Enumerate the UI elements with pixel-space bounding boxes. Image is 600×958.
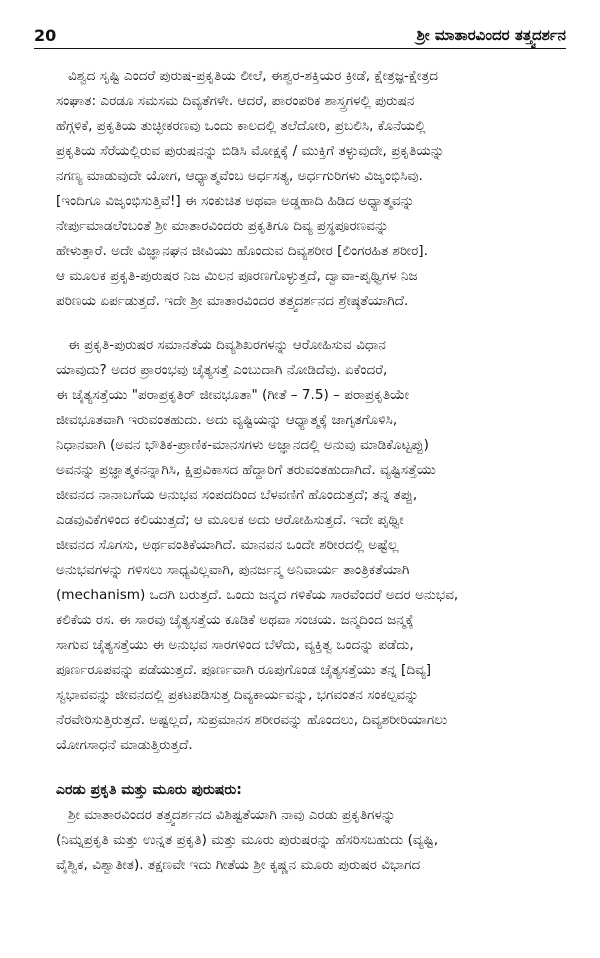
text-line: ನಗಣ್ಯ ಮಾಡುವುದೇ ಯೋಗ, ಆಧ್ಯಾತ್ಮವೆಂಬ ಅರ್ಧಸತ್ಯ, ಅರ್ಧಗುರಿಗಳು ವಿಜೃಂಭಿಸಿವು. <box>56 168 423 184</box>
text-line: ಪೂರ್ಣರೂಪವನ್ನು ಪಡೆಯುತ್ತದೆ. ಪೂರ್ಣವಾಗಿ ರೂಪುಗೊಂಡ ಚೈತ್ಯಸತ್ತೆಯು ತನ್ನ [ದಿವ್ಯ] <box>56 662 432 678</box>
text-line: ಶ್ರೀ ಮಾತಾರವಿಂದರ ತತ್ತ್ವದರ್ಶನದ ವಿಶಿಷ್ಟತೆಯಾಗಿ ನಾವು ಎರಡು ಪ್ರಕೃತಿಗಳನ್ನು <box>68 807 396 823</box>
page-body <box>56 64 559 878</box>
paragraph-2 <box>56 333 559 758</box>
header-rule <box>34 48 566 49</box>
page-number: 20 <box>34 26 57 45</box>
paragraph-1 <box>56 64 559 314</box>
text-line: ನೇರ್ಪುಮಾಡಲೆಂಬಂತೆ ಶ್ರೀ ಮಾತಾರವಿಂದರು ಪ್ರಕೃತಿಗೂ ದಿವ್ಯ ಪ್ರಸ್ಥಪೂರಣವನ್ನು <box>56 218 389 234</box>
text-line: ಸಾಗುವ ಚೈತ್ಯಸತ್ತೆಯು ಈ ಅನುಭವ ಸಾರಗಳಿಂದ ಬೆಳೆದು, ವ್ಯಕ್ತಿತ್ವ ಒಂದನ್ನು ಪಡೆದು, <box>56 637 414 653</box>
text-line: ನೆರವೇರಿಸುತ್ತಿರುತ್ತದೆ. ಅಷ್ಟಲ್ಲದೆ, ಸುಪ್ರಮಾನಸ ಶರೀರವನ್ನು ಹೊಂದಲು, ದಿವ್ಯಶರೀರಿಯಾಗಲು <box>56 712 448 728</box>
text-line: (ನಿಮ್ನಪ್ರಕೃತಿ ಮತ್ತು ಉನ್ನತ ಪ್ರಕೃತಿ) ಮತ್ತು ಮೂರು ಪುರುಷರನ್ನು ಹೆಸರಿಸಬಹುದು (ವ್ಯಷ್ಟಿ, <box>56 832 439 848</box>
text-line: ಎಡವುವಿಕೆಗಳಿಂದ ಕಲಿಯುತ್ತದೆ; ಆ ಮೂಲಕ ಅದು ಆರೋಹಿಸುತ್ತದೆ. ಇದೇ ಪೃಥ್ವೀ <box>56 512 404 528</box>
text-line: ಅನುಭವಗಳನ್ನು ಗಳಿಸಲು ಸಾಧ್ಯವಿಲ್ಲವಾಗಿ, ಪುನರ್ಜನ್ಮ ಅನಿವಾರ್ಯ ತಾಂತ್ರಿಕತೆಯಾಗಿ <box>56 562 410 578</box>
text-line: ಆ ಮೂಲಕ ಪ್ರಕೃತಿ-ಪುರುಷರ ನಿಜ ಮಿಲನ ಪೂರಣಗೊಳ್ಳುತ್ತದೆ, ದ್ವಾವಾ-ಪೃಥ್ವಿಗಳ ನಿಜ <box>56 268 418 284</box>
text-line: ಸ್ವಭಾವವನ್ನು ಜೀವನದಲ್ಲಿ ಪ್ರಕಟಪಡಿಸುತ್ತ ದಿವ್ಯಕಾರ್ಯವನ್ನು, ಭಗವಂತನ ಸಂಕಲ್ಪವನ್ನು <box>56 687 419 703</box>
text-line: [ಇಂದಿಗೂ ವಿಜೃಂಭಿಸುತ್ತಿವೆ!] ಈ ಸಂಕುಚಿತ ಅಥವಾ ಅಡ್ಡಹಾದಿ ಹಿಡಿದ ಅಧ್ಯಾತ್ಮವನ್ನು <box>56 193 415 209</box>
text-line: ಕಲಿಕೆಯ ರಸ. ಈ ಸಾರವು ಚೈತ್ಯಸತ್ತೆಯ ಕೂಡಿಕೆ ಅಥವಾ ಸಂಚಯ. ಜನ್ಮದಿಂದ ಜನ್ಮಕ್ಕೆ <box>56 612 414 628</box>
text-line: ಯೋಗಸಾಧನೆ ಮಾಡುತ್ತಿರುತ್ತದೆ. <box>56 737 193 753</box>
paragraph-gap <box>56 314 559 333</box>
text-line: ಪ್ರಕೃತಿಯ ಸೆರೆಯಲ್ಲಿರುವ ಪುರುಷನನ್ನು ಬಿಡಿಸಿ ಮೋಕ್ಷಕ್ಕೆ / ಮುಕ್ತಿಗೆ ತಳ್ಳುವುದೇ, ಪ್ರಕೃತಿಯನ್ನು <box>56 143 445 159</box>
text-line: (mechanism) ಒದಗಿ ಬರುತ್ತದೆ. ಒಂದು ಜನ್ಮದ ಗಳಿಕೆಯ ಸಾರವೆಂದರೆ ಅದರ ಅನುಭವ, <box>56 587 459 603</box>
paragraph-3 <box>56 803 559 878</box>
text-line: ಹೆಗ್ಗಳಿಕೆ, ಪ್ರಕೃತಿಯ ತುಚ್ಛೀಕರಣವು ಒಂದು ಕಾಲದಲ್ಲಿ ತಲೆದೋರಿ, ಪ್ರಬಲಿಸಿ, ಕೊನೆಯಲ್ಲಿ <box>56 118 426 134</box>
text-line: ಅವನನ್ನು ಪ್ರಜ್ಞಾತ್ಮಕನನ್ನಾಗಿಸಿ, ಕ್ಷಿಪ್ರವಿಕಾಸದ ಹೆದ್ದಾರಿಗೆ ತರುವಂತಹುದಾಗಿದೆ. ವ್ಯಷ್ಟಿಸತ್ತೆಯು <box>56 462 436 478</box>
text-line: ಈ ಚೈತ್ಯಸತ್ತೆಯು "ಪರಾಪ್ರಕೃತಿರ್ ಜೀವಭೂತಾ" (ಗೀತೆ – 7.5) – ಪರಾಪ್ರಕೃತಿಯೇ <box>56 387 410 403</box>
page-header <box>34 26 566 46</box>
text-line: ಯಾವುದು? ಅದರ ಪ್ರಾರಂಭವು ಚೈತ್ಯಸತ್ತೆ ಎಂಬುದಾಗಿ ನೋಡಿದೆವು. ಏಕೆಂದರೆ, <box>56 362 388 378</box>
text-line: ವೈಶ್ವಿಕ, ವಿಶ್ವಾತೀತ). ತಕ್ಷಣವೇ ಇದು ಗೀತೆಯ ಶ್ರೀ ಕೃಷ್ಣನ ಮೂರು ಪುರುಷರ ವಿಭಾಗದ <box>56 857 421 873</box>
text-line: ಜೀವನದ ನಾನಾಬಗೆಯ ಅನುಭವ ಸಂಪದದಿಂದ ಬೆಳವಣಿಗೆ ಹೊಂದುತ್ತದೆ; ತನ್ನ ತಪ್ಪು, <box>56 487 418 503</box>
text-line: ಈ ಪ್ರಕೃತಿ-ಪುರುಷರ ಸಮಾನತೆಯ ದಿವ್ಯಶಿಖರಗಳನ್ನು ಆರೋಹಿಸುವ ವಿಧಾನ <box>68 337 386 353</box>
text-line: ನಿಧಾನವಾಗಿ (ಅವನ ಭೌತಿಕ-ಪ್ರಾಣಿಕ-ಮಾನಸಗಳು ಅಜ್ಞಾನದಲ್ಲಿ ಅನುವು ಮಾಡಿಕೊಟ್ಟಪ್ಪು) <box>56 437 429 453</box>
text-line: ಪರಿಣಯ ಏರ್ಪಡುತ್ತದೆ. ಇದೇ ಶ್ರೀ ಮಾತಾರವಿಂದರ ತತ್ತ್ವದರ್ಶನದ ಶ್ರೇಷ್ಠತೆಯಾಗಿದೆ. <box>56 293 409 309</box>
section-heading: ಎರಡು ಪ್ರಕೃತಿ ಮತ್ತು ಮೂರು ಪುರುಷರು: <box>56 782 242 798</box>
paragraph-gap <box>56 758 559 778</box>
text-line: ಜೀವನದ ಸೊಗಸು, ಅರ್ಥವಂತಿಕೆಯಾಗಿದೆ. ಮಾನವನ ಒಂದೇ ಶರೀರದಲ್ಲಿ ಅಷ್ಟೆಲ್ಲ <box>56 537 399 553</box>
text-line: ಹೇಳುತ್ತಾರೆ. ಅದೇ ವಿಜ್ಞಾನಘನ ಜೀವಿಯು ಹೊಂದುವ ದಿವ್ಯಶರೀರ [ಲಿಂಗರಹಿತ ಶರೀರ]. <box>56 243 428 259</box>
text-line: ವಿಶ್ವದ ಸೃಷ್ಟಿ ಎಂದರೆ ಪುರುಷ-ಪ್ರಕೃತಿಯ ಲೀಲೆ, ಈಶ್ವರ-ಶಕ್ತಿಯರ ಕ್ರೀಡೆ, ಕ್ಷೇತ್ರಜ್ಞ-ಕ್ಷೇತ್ರದ <box>68 68 438 84</box>
running-title: ಶ್ರೀ ಮಾತಾರವಿಂದರ ತತ್ತ್ವದರ್ಶನ <box>416 26 566 44</box>
text-line: ಜೀವಭೂತವಾಗಿ ಇರುವಂತಹುದು. ಅದು ವ್ಯಷ್ಟಿಯನ್ನು ಆಧ್ಯಾತ್ಮಕ್ಕೆ ಜಾಗೃತಗೊಳಿಸಿ, <box>56 412 398 428</box>
text-line: ಸಂಘಾತ: ಎರಡೂ ಸಮಸಮ ದಿವ್ಯತೆಗಳೇ. ಆದರೆ, ಪಾರಂಪರಿಕ ಶಾಸ್ತ್ರಗಳಲ್ಲಿ ಪುರುಷನ <box>56 93 415 109</box>
